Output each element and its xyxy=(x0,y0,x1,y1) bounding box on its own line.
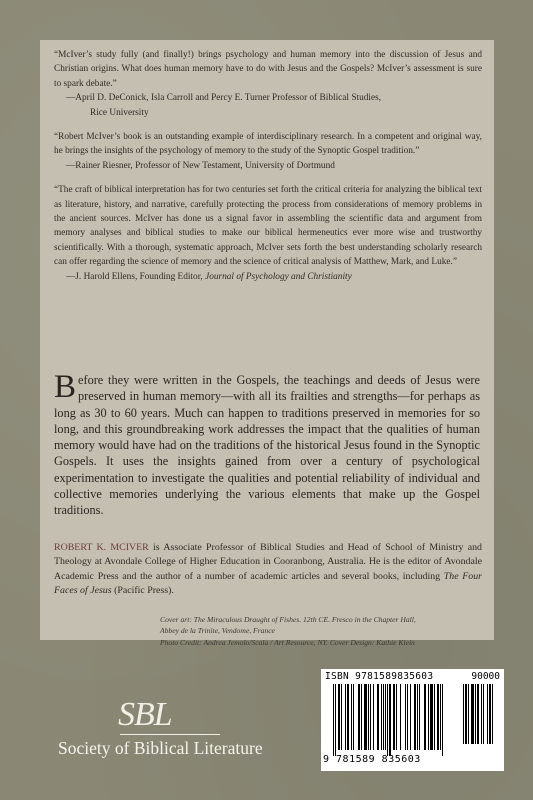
book-title: The Four Faces of Jesus xyxy=(54,570,483,597)
endorsement-quote: “Robert McIver’s book is an outstanding example of interdisciplinary research. In a competent and original way, he brings the insights of the psychology of memory to the study of the Synoptic Gospel tradition.” xyxy=(54,132,482,157)
publisher-name: Society of Biblical Literature xyxy=(58,738,263,758)
ean-barcode-bars xyxy=(333,684,457,756)
endorsement-attribution: —J. Harold Ellens, Founding Editor, Journal of Psychology and Christianity xyxy=(66,271,352,282)
endorsement-3 xyxy=(54,183,482,284)
isbn-label: ISBN 9781589835603 xyxy=(325,671,434,682)
sbl-monogram: SBL xyxy=(118,696,172,733)
endorsement-2 xyxy=(54,130,482,173)
author-bio: ROBERT K. MCIVER is Associate Professor of Biblical Studies and Head of School of Ministry and Theology at Avondale College of Higher Education in Cooranbong, Australia. He is the editor of Avondale Academic Press and the author of a number of academic articles and several books, including The Four Faces of Jesus (Pacific Press). xyxy=(54,542,483,597)
price-code: 90000 xyxy=(471,671,500,682)
author-name: ROBERT K. MCIVER xyxy=(54,542,149,553)
endorsement-quote: “The craft of biblical interpretation has for two centuries set forth the critical criteria for analyzing the biblical text as literature, history, and narrative, carefully protecting the process from considerations of memory problems in the ancient sources. McIver has done us a signal favor in assembling the scientific data and argument from memory analyses and biblical studies to make our biblical hermeneutics ever more wise and trustworthy scientifically. With a thorough, systematic approach, McIver sets forth the best understanding scholarly research can offer regarding the science of memory and the science of critical analysis of Matthew, Mark, and Luke.” xyxy=(54,185,482,268)
cover-credits: Cover art: The Miraculous Draught of Fishes. 12th CE. Fresco in the Chapter Hall, Abbey de la Trinite, Vendome, France Photo Credit: Andrea Jemolo/Scala / Art Resource, NY. Cover Design: Kathie Klein xyxy=(160,615,416,647)
drop-cap: B xyxy=(54,369,77,405)
endorsement-attribution: —April D. DeConick, Isla Carroll and Percy E. Turner Professor of Biblical Studies, Rice University xyxy=(66,93,382,118)
endorsement-attribution: —Rainer Riesner, Professor of New Testament, University of Dortmund xyxy=(66,160,335,171)
publisher-logo xyxy=(58,696,298,766)
endorsement-1 xyxy=(54,48,482,120)
endorsements xyxy=(54,48,482,294)
endorsement-quote: “McIver’s study fully (and finally!) brings psychology and human memory into the discussion of Jesus and Christian origins. What does human memory have to do with Jesus and the Gospels? McIver’s assessment is sure to spark debate.” xyxy=(54,50,482,89)
isbn-barcode xyxy=(321,669,504,771)
logo-rule xyxy=(120,734,220,735)
book-description: Before they were written in the Gospels, the teachings and deeds of Jesus were preserved in human memory—with all its frailties and strengths—for perhaps as long as 30 to 60 years. Much can happen to traditions preserved in memories for so long, and this groundbreaking work addresses the impact that the qualities of human memory would have had on the traditions of the historical Jesus found in the Synoptic Gospels. It uses the insights gained from over a century of psychological experimentation to investigate the qualities and potential reliability of individual and collective memories underlying the various elements that make up the Gospel traditions. xyxy=(54,369,480,518)
ean-digits: 9 781589 835603 xyxy=(323,754,421,765)
price-barcode-bars xyxy=(463,684,499,750)
